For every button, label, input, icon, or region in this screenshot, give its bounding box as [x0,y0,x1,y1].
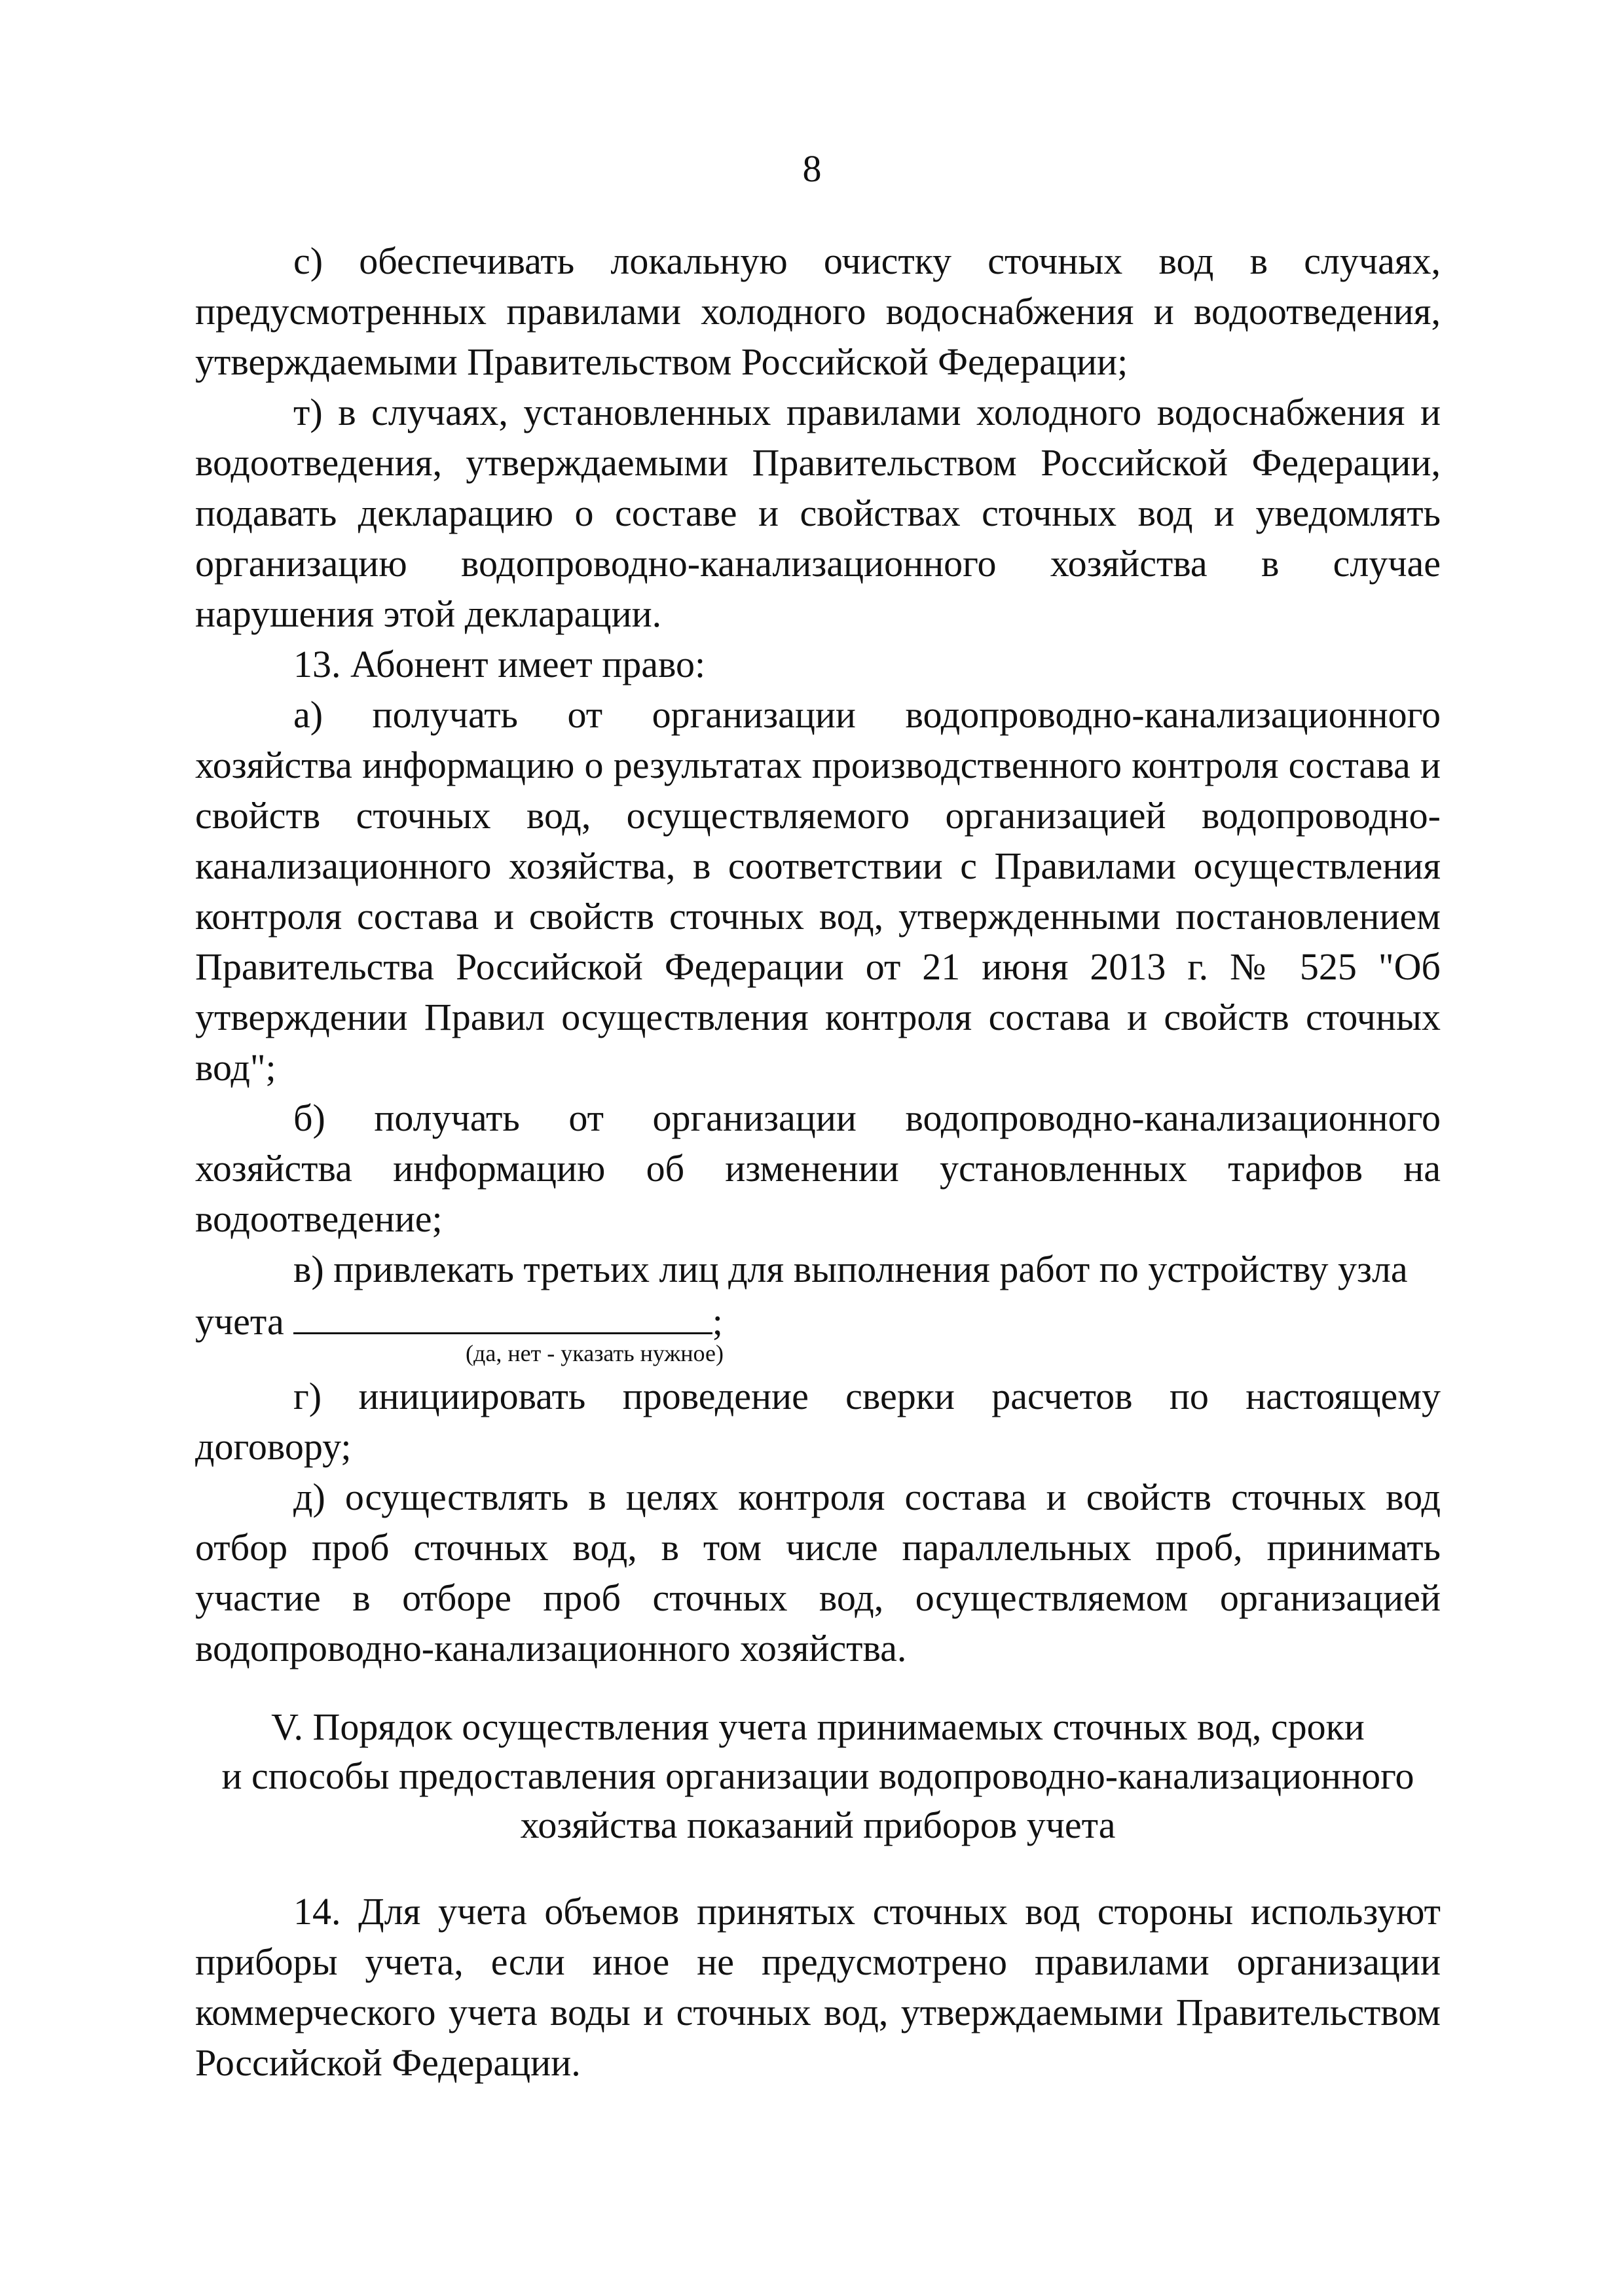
paragraph-item-c: с) обеспечивать локальную очистку сточных вод в случаях, предусмотренных правилами холодного водоснабжения и водоотведения, утверждаемыми Правительством Российской Федерации; [195,240,1441,383]
metering-label: учета [195,1300,284,1343]
page-number: 8 [802,147,822,190]
paragraph-item-a: а) получать от организации водопроводно-канализационного хозяйства информацию о результатах производственного контроля состава и свойств сточных вод, осуществляемого организацией водопроводно-канализационного хозяйства, в соответствии с Правилами осуществления контроля состава и свойств сточных вод, утвержденными постановлением Правительства Российской Федерации от 21 июня 2013 г. № 525 "Об утверждении Правил осуществления контроля состава и свойств сточных вод"; [195,693,1441,1089]
section-v-line-2: и способы предоставления организации водопроводно-канализационного [221,1755,1414,1797]
metering-end-punctuation: ; [712,1300,723,1343]
paragraph-13-heading: 13. Абонент имеет право: [293,643,706,685]
paragraph-item-t: т) в случаях, установленных правилами холодного водоснабжения и водоотведения, утверждаемыми Правительством Российской Федерации, подавать декларацию о составе и свойствах сточных вод и уведомлять организацию водопроводно-канализационного хозяйства в случае нарушения этой декларации. [195,391,1441,635]
paragraph-item-v: в) привлекать третьих лиц для выполнения работ по устройству узла [293,1248,1408,1290]
section-v-line-1: V. Порядок осуществления учета принимаемых сточных вод, сроки [271,1705,1365,1748]
metering-hint: (да, нет - указать нужное) [466,1340,724,1366]
paragraph-item-b: б) получать от организации водопроводно-канализационного хозяйства информацию об изменении установленных тарифов на водоотведение; [195,1097,1441,1240]
document-body [195,236,1441,2088]
metering-fill-line [195,1294,1441,1366]
section-v-line-3: хозяйства показаний приборов учета [520,1804,1116,1846]
metering-blank-field[interactable] [293,1294,712,1334]
paragraph-item-g: г) инициировать проведение сверки расчетов по настоящему договору; [195,1375,1441,1468]
paragraph-item-d: д) осуществлять в целях контроля состава и свойств сточных вод отбор проб сточных вод, в том числе параллельных проб, принимать участие в отборе проб сточных вод, осуществляемом организацией водопроводно-канализационного хозяйства. [195,1476,1441,1669]
section-v-heading [195,1702,1441,1850]
paragraph-14: 14. Для учета объемов принятых сточных вод стороны используют приборы учета, если иное не предусмотрено правилами организации коммерческого учета воды и сточных вод, утверждаемыми Правительством Российской Федерации. [195,1890,1441,2084]
